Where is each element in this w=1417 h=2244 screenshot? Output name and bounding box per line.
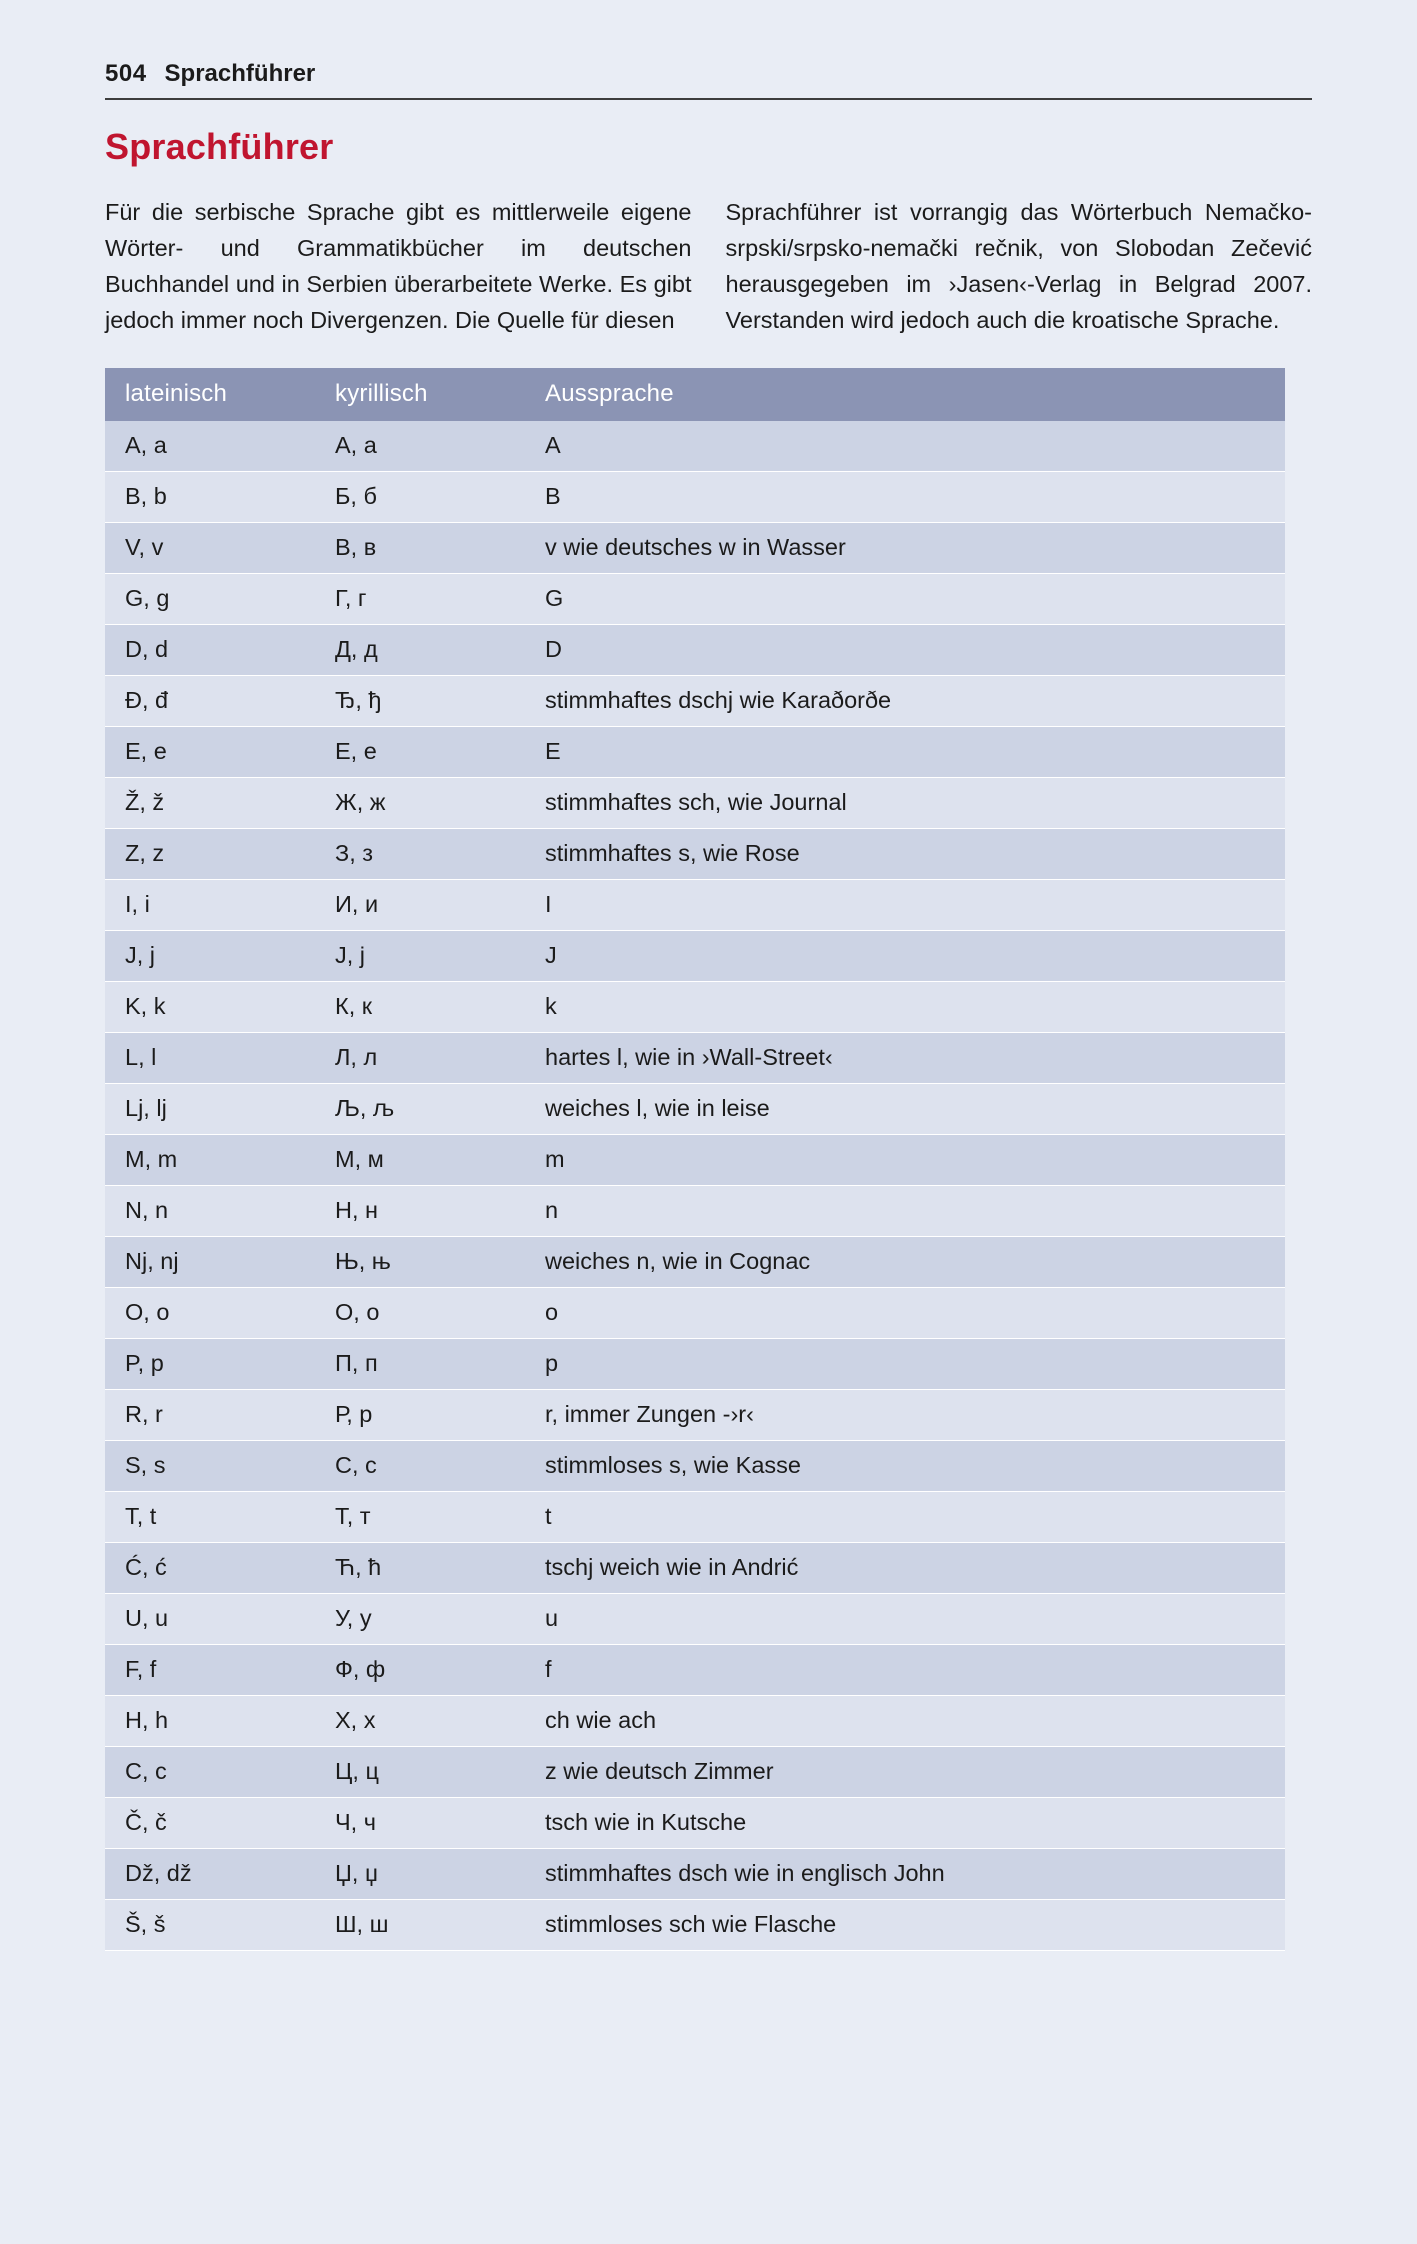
cell-cyrillic: Р, р bbox=[315, 1390, 525, 1441]
cell-latin: V, v bbox=[105, 523, 315, 574]
cell-pronunciation: ch wie ach bbox=[525, 1696, 1285, 1747]
cell-cyrillic: Ч, ч bbox=[315, 1798, 525, 1849]
cell-pronunciation: J bbox=[525, 931, 1285, 982]
cell-pronunciation: tsch wie in Kutsche bbox=[525, 1798, 1285, 1849]
cell-latin: O, o bbox=[105, 1288, 315, 1339]
table-row bbox=[105, 727, 1285, 778]
cell-pronunciation: k bbox=[525, 982, 1285, 1033]
table-row bbox=[105, 982, 1285, 1033]
column-header-pronunciation: Aussprache bbox=[525, 368, 1285, 421]
cell-cyrillic: Б, б bbox=[315, 472, 525, 523]
cell-pronunciation: p bbox=[525, 1339, 1285, 1390]
cell-cyrillic: С, с bbox=[315, 1441, 525, 1492]
cell-latin: Z, z bbox=[105, 829, 315, 880]
cell-cyrillic: Т, т bbox=[315, 1492, 525, 1543]
table-row bbox=[105, 1441, 1285, 1492]
cell-cyrillic: Х, х bbox=[315, 1696, 525, 1747]
cell-pronunciation: stimmhaftes dschj wie Karaðorðe bbox=[525, 676, 1285, 727]
table-row bbox=[105, 1747, 1285, 1798]
cell-latin: Š, š bbox=[105, 1900, 315, 1951]
cell-pronunciation: E bbox=[525, 727, 1285, 778]
table-row bbox=[105, 676, 1285, 727]
table-row bbox=[105, 421, 1285, 472]
cell-latin: I, i bbox=[105, 880, 315, 931]
cell-cyrillic: Г, г bbox=[315, 574, 525, 625]
table-row bbox=[105, 1492, 1285, 1543]
cell-pronunciation: D bbox=[525, 625, 1285, 676]
intro-column-right: Sprachführer ist vorrangig das Wörterbuch Nemačko-srpski/srpsko-nemački rečnik, von Slobodan Zečević herausgegeben im ›Jasen‹-Verlag in Belgrad 2007. Verstanden wird jedoch auch die kroatische Sprache. bbox=[725, 199, 1312, 333]
cell-latin: T, t bbox=[105, 1492, 315, 1543]
running-head bbox=[105, 60, 1312, 98]
table-row bbox=[105, 1594, 1285, 1645]
cell-pronunciation: stimmhaftes sch, wie Journal bbox=[525, 778, 1285, 829]
table-row bbox=[105, 931, 1285, 982]
cell-cyrillic: Џ, џ bbox=[315, 1849, 525, 1900]
table-row bbox=[105, 472, 1285, 523]
cell-cyrillic: Ж, ж bbox=[315, 778, 525, 829]
cell-pronunciation: tschj weich wie in Andrić bbox=[525, 1543, 1285, 1594]
cell-pronunciation: m bbox=[525, 1135, 1285, 1186]
running-head-title: Sprachführer bbox=[164, 60, 316, 87]
table-row bbox=[105, 1798, 1285, 1849]
cell-pronunciation: z wie deutsch Zimmer bbox=[525, 1747, 1285, 1798]
intro-text bbox=[105, 194, 1312, 338]
chapter-title: Sprachführer bbox=[105, 126, 334, 167]
cell-cyrillic: И, и bbox=[315, 880, 525, 931]
cell-cyrillic: Ј, ј bbox=[315, 931, 525, 982]
cell-cyrillic: Љ, љ bbox=[315, 1084, 525, 1135]
cell-cyrillic: Ц, ц bbox=[315, 1747, 525, 1798]
cell-latin: Nj, nj bbox=[105, 1237, 315, 1288]
cell-latin: Č, č bbox=[105, 1798, 315, 1849]
cell-latin: Dž, dž bbox=[105, 1849, 315, 1900]
cell-cyrillic: П, п bbox=[315, 1339, 525, 1390]
page-number: 504 bbox=[105, 60, 147, 87]
cell-cyrillic: Н, н bbox=[315, 1186, 525, 1237]
header-rule bbox=[105, 98, 1312, 100]
cell-latin: A, a bbox=[105, 421, 315, 472]
cell-cyrillic: Њ, њ bbox=[315, 1237, 525, 1288]
cell-pronunciation: stimmhaftes s, wie Rose bbox=[525, 829, 1285, 880]
intro-column-left: Für die serbische Sprache gibt es mittlerweile eigene Wörter- und Grammatikbücher im deutschen Buchhandel und in Serbien überarbeitete Werke. Es gibt jedoch immer noch Divergenzen. Die Quelle für diesen bbox=[105, 199, 692, 333]
table-row bbox=[105, 1237, 1285, 1288]
table-row bbox=[105, 1696, 1285, 1747]
cell-pronunciation: t bbox=[525, 1492, 1285, 1543]
cell-latin: U, u bbox=[105, 1594, 315, 1645]
cell-latin: S, s bbox=[105, 1441, 315, 1492]
table-row bbox=[105, 1288, 1285, 1339]
cell-cyrillic: Д, д bbox=[315, 625, 525, 676]
cell-pronunciation: r, immer Zungen -›r‹ bbox=[525, 1390, 1285, 1441]
cell-pronunciation: weiches l, wie in leise bbox=[525, 1084, 1285, 1135]
cell-cyrillic: К, к bbox=[315, 982, 525, 1033]
cell-latin: D, d bbox=[105, 625, 315, 676]
cell-latin: F, f bbox=[105, 1645, 315, 1696]
table-row bbox=[105, 829, 1285, 880]
cell-latin: G, g bbox=[105, 574, 315, 625]
table-row bbox=[105, 1135, 1285, 1186]
cell-cyrillic: Ћ, ћ bbox=[315, 1543, 525, 1594]
cell-cyrillic: Ф, ф bbox=[315, 1645, 525, 1696]
cell-latin: Ć, ć bbox=[105, 1543, 315, 1594]
cell-latin: M, m bbox=[105, 1135, 315, 1186]
cell-latin: J, j bbox=[105, 931, 315, 982]
table-row bbox=[105, 880, 1285, 931]
cell-latin: P, p bbox=[105, 1339, 315, 1390]
cell-latin: Đ, đ bbox=[105, 676, 315, 727]
cell-cyrillic: В, в bbox=[315, 523, 525, 574]
cell-latin: Lj, lj bbox=[105, 1084, 315, 1135]
table-row bbox=[105, 1339, 1285, 1390]
cell-cyrillic: О, о bbox=[315, 1288, 525, 1339]
alphabet-table bbox=[105, 368, 1285, 1951]
table-row bbox=[105, 523, 1285, 574]
table-row bbox=[105, 1390, 1285, 1441]
cell-latin: K, k bbox=[105, 982, 315, 1033]
cell-latin: N, n bbox=[105, 1186, 315, 1237]
cell-cyrillic: А, а bbox=[315, 421, 525, 472]
cell-pronunciation: stimmloses s, wie Kasse bbox=[525, 1441, 1285, 1492]
cell-pronunciation: G bbox=[525, 574, 1285, 625]
table-row bbox=[105, 1900, 1285, 1951]
cell-latin: Ž, ž bbox=[105, 778, 315, 829]
cell-cyrillic: Ш, ш bbox=[315, 1900, 525, 1951]
cell-pronunciation: A bbox=[525, 421, 1285, 472]
table-body bbox=[105, 421, 1285, 1951]
column-header-latin: lateinisch bbox=[105, 368, 315, 421]
cell-latin: L, l bbox=[105, 1033, 315, 1084]
table-row bbox=[105, 1084, 1285, 1135]
table-header bbox=[105, 368, 1285, 421]
table-row bbox=[105, 1186, 1285, 1237]
cell-cyrillic: Е, е bbox=[315, 727, 525, 778]
table-row bbox=[105, 1849, 1285, 1900]
cell-pronunciation: n bbox=[525, 1186, 1285, 1237]
table-row bbox=[105, 625, 1285, 676]
table-row bbox=[105, 1033, 1285, 1084]
cell-pronunciation: o bbox=[525, 1288, 1285, 1339]
table-header-row bbox=[105, 368, 1285, 421]
cell-cyrillic: Л, л bbox=[315, 1033, 525, 1084]
cell-pronunciation: stimmloses sch wie Flasche bbox=[525, 1900, 1285, 1951]
table-row bbox=[105, 1645, 1285, 1696]
cell-latin: H, h bbox=[105, 1696, 315, 1747]
table-row bbox=[105, 778, 1285, 829]
cell-cyrillic: У, у bbox=[315, 1594, 525, 1645]
cell-pronunciation: stimmhaftes dsch wie in englisch John bbox=[525, 1849, 1285, 1900]
cell-pronunciation: weiches n, wie in Cognac bbox=[525, 1237, 1285, 1288]
table-row bbox=[105, 1543, 1285, 1594]
cell-pronunciation: v wie deutsches w in Wasser bbox=[525, 523, 1285, 574]
cell-cyrillic: М, м bbox=[315, 1135, 525, 1186]
column-header-cyrillic: kyrillisch bbox=[315, 368, 525, 421]
cell-pronunciation: f bbox=[525, 1645, 1285, 1696]
cell-cyrillic: Ђ, ђ bbox=[315, 676, 525, 727]
cell-pronunciation: hartes l, wie in ›Wall-Street‹ bbox=[525, 1033, 1285, 1084]
table-row bbox=[105, 574, 1285, 625]
cell-pronunciation: I bbox=[525, 880, 1285, 931]
cell-latin: R, r bbox=[105, 1390, 315, 1441]
cell-cyrillic: З, з bbox=[315, 829, 525, 880]
cell-latin: B, b bbox=[105, 472, 315, 523]
cell-pronunciation: B bbox=[525, 472, 1285, 523]
cell-latin: E, e bbox=[105, 727, 315, 778]
cell-pronunciation: u bbox=[525, 1594, 1285, 1645]
cell-latin: C, c bbox=[105, 1747, 315, 1798]
